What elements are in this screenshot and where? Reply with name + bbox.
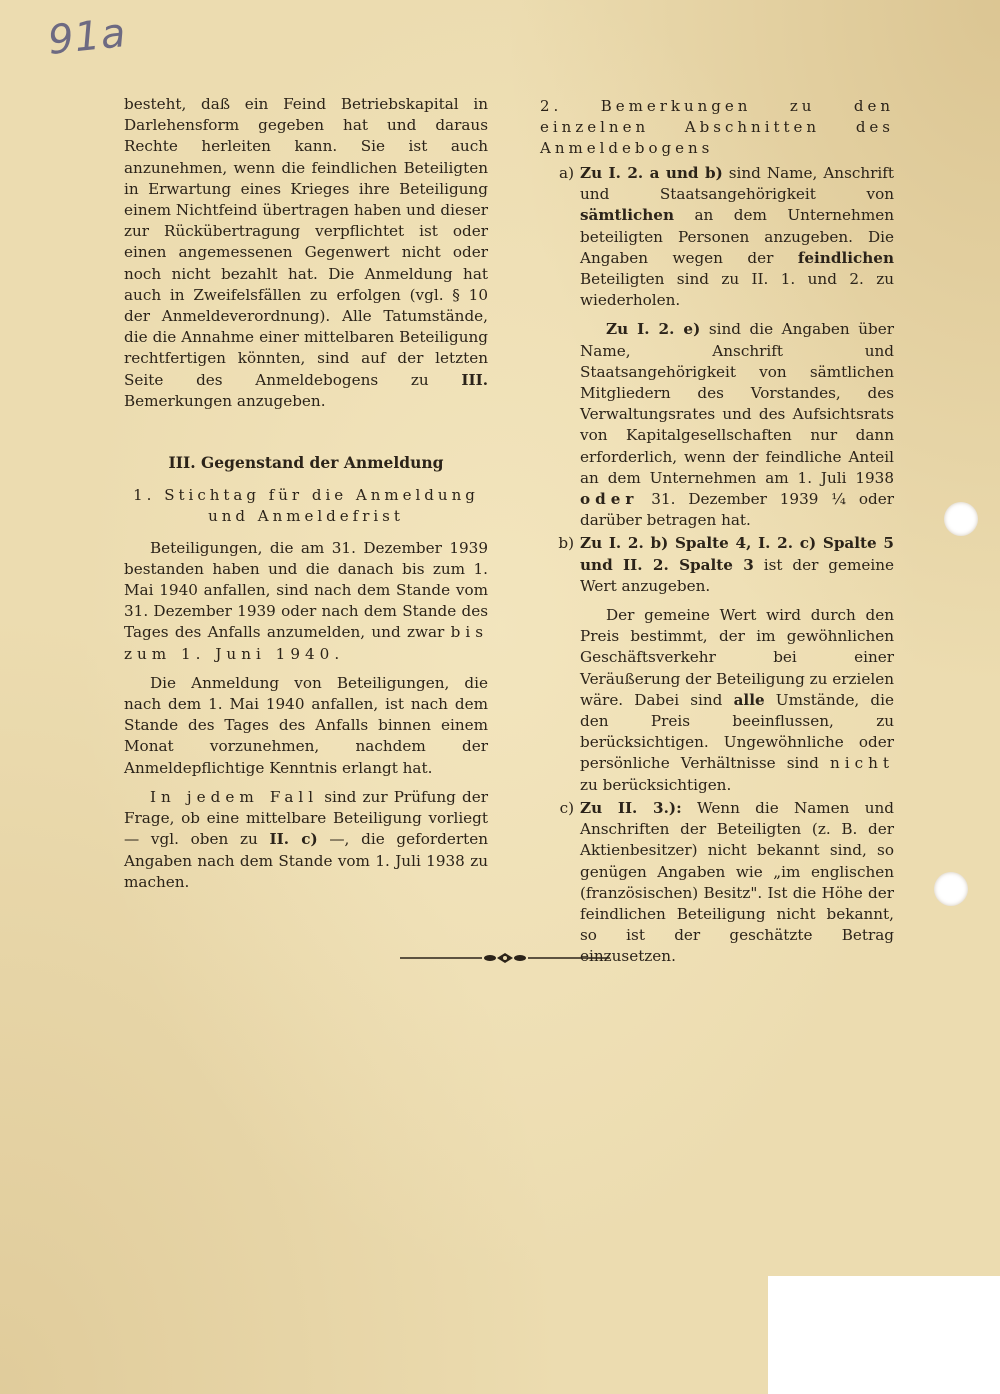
list-item-b: b) Zu I. 2. b) Spalte 4, I. 2. c) Spalte 5 und II. 2. Spalte 3 ist der gemeine Wert anzugeben. Der gemeine Wert wird durch den Preis bestimmt, der im gewöhnlichen Geschäftsverkehr bei einer Veräußerung der Beteiligung zu erzielen wäre. Dabei sind alle Umstände, die den Preis beeinflussen, zu berücksichtigen. Ungewöhnliche oder persönliche Verhältnisse sind nicht zu berücksichtigen. [540, 533, 894, 795]
left-column [124, 94, 488, 893]
paragraph-anmeldung-frist: Die Anmeldung von Beteiligungen, die nach dem 1. Mai 1940 anfallen, ist nach dem Stande des Tages des Anfalls binnen einem Monat vorzunehmen, nachdem der Anmeldepflichtige Kenntnis erlangt hat. [124, 673, 488, 777]
punch-hole-lower [934, 872, 968, 906]
item-a-second-paragraph: Zu I. 2. e) sind die Angaben über Name, Anschrift und Staatsangehörigkeit von sämtlichen Mitgliedern des Vorstandes, des Verwaltungsrates und des Aufsichtsrats von Kapitalgesellschaften nur dann erforderlich, wenn der feindliche Anteil an dem Unternehmen am 1. Juli 1938 oder 31. Dezember 1939 ¼ oder darüber betragen hat. [580, 320, 894, 530]
scan-corner-blank [768, 1276, 1000, 1394]
paragraph-stichtag: Beteiligungen, die am 31. Dezember 1939 bestanden haben und die danach bis zum 1. Mai 1940 anfallen, sind nach dem Stande vom 31. Dezember 1939 oder nach dem Stande des Tages des Anfalls anzumelden, und zwar bis zum 1. Juni 1940. [124, 538, 488, 663]
list-item-a: a) Zu I. 2. a und b) sind Name, Anschrift und Staatsangehörigkeit von sämtlichen an dem Unternehmen beteiligten Personen anzugeben. Die Angaben wegen der feindlichen Beteiligten sind zu II. 1. und 2. zu wiederholen. Zu I. 2. e) sind die Angaben über Name, Anschrift und Staatsangehörigkeit von sämtlichen Mitgliedern des Vorstandes, des Verwaltungsrates und des Aufsichtsrats von Kapitalgesellschaften nur dann erforderlich, wenn der feindliche Anteil an dem Unternehmen am 1. Juli 1938 oder 31. Dezember 1939 ¼ oder darüber betragen hat. [540, 163, 894, 531]
list-item-c: c) Zu II. 3.): Wenn die Namen und Anschriften der Beteiligten (z. B. der Aktienbesitzer) nicht bekannt sind, so genügen Angaben wie „im englischen (französischen) Besitz". Ist die Höhe der feindlichen Beteiligung nicht bekannt, so ist der geschätzte Betrag einzusetzen. [540, 798, 894, 968]
handwritten-folio-number: 91a [45, 10, 129, 64]
section-title-iii: III. Gegenstand der Anmeldung [168, 453, 444, 473]
item-b-second-paragraph: Der gemeine Wert wird durch den Preis bestimmt, der im gewöhnlichen Geschäftsverkehr bei einer Veräußerung der Beteiligung zu erzielen wäre. Dabei sind alle Umstände, die den Preis beeinflussen, zu berücksichtigen. Ungewöhnliche oder persönliche Verhältnisse sind nicht zu berücksichtigen. [580, 606, 894, 794]
right-column [540, 96, 894, 968]
paragraph-pruefung: In jedem Fall sind zur Prüfung der Frage, ob eine mittelbare Beteiligung vorliegt — vgl. oben zu II. c) —, die geforderten Angaben nach dem Stande vom 1. Juli 1938 zu machen. [124, 787, 488, 891]
item-c-text: Zu II. 3.): Wenn die Namen und Anschriften der Beteiligten (z. B. der Aktienbesitzer) nicht bekannt sind, so genügen Angaben wie „im englischen (französischen) Besitz". Ist die Höhe der feindlichen Beteiligung nicht bekannt, so ist der geschätzte Betrag einzusetzen. [580, 798, 894, 966]
subsection-title-bemerkungen: 2. Bemerkungen zu den einzelnen Abschnitten des Anmeldebogens [540, 97, 894, 157]
item-a-text: Zu I. 2. a und b) sind Name, Anschrift und Staatsangehörigkeit von sämtlichen an dem Unternehmen beteiligten Personen anzugeben. Die Angaben wegen der feindlichen Beteiligten sind zu II. 1. und 2. zu wiederholen. [580, 164, 894, 310]
paragraph-continuation: besteht, daß ein Feind Betriebskapital in Darlehensform gegeben hat und daraus Rechte herleiten kann. Sie ist auch anzunehmen, wenn die feindlichen Beteiligten in Erwartung eines Krieges ihre Beteiligung einem Nichtfeind übertragen haben und dieser zur Rückübertragung verpflichtet ist oder einen angemessenen Gegenwert nicht oder noch nicht bezahlt hat. Die Anmeldung hat auch in Zweifelsfällen zu erfolgen (vgl. § 10 der Anmeldeverordnung). Alle Tatumstände, die die Annahme einer mittelbaren Beteiligung rechtfertigen könnten, sind auf der letzten Seite des Anmeldebogens zu III. Bemerkungen anzugeben. [124, 95, 488, 410]
ornamental-divider [400, 948, 610, 968]
punch-hole-upper [944, 502, 978, 536]
item-b-text: Zu I. 2. b) Spalte 4, I. 2. c) Spalte 5 und II. 2. Spalte 3 ist der gemeine Wert anzugeben. [580, 534, 894, 595]
subsection-title-stichtag: 1. Stichtag für die Anmeldung und Anmeldefrist [133, 486, 479, 526]
